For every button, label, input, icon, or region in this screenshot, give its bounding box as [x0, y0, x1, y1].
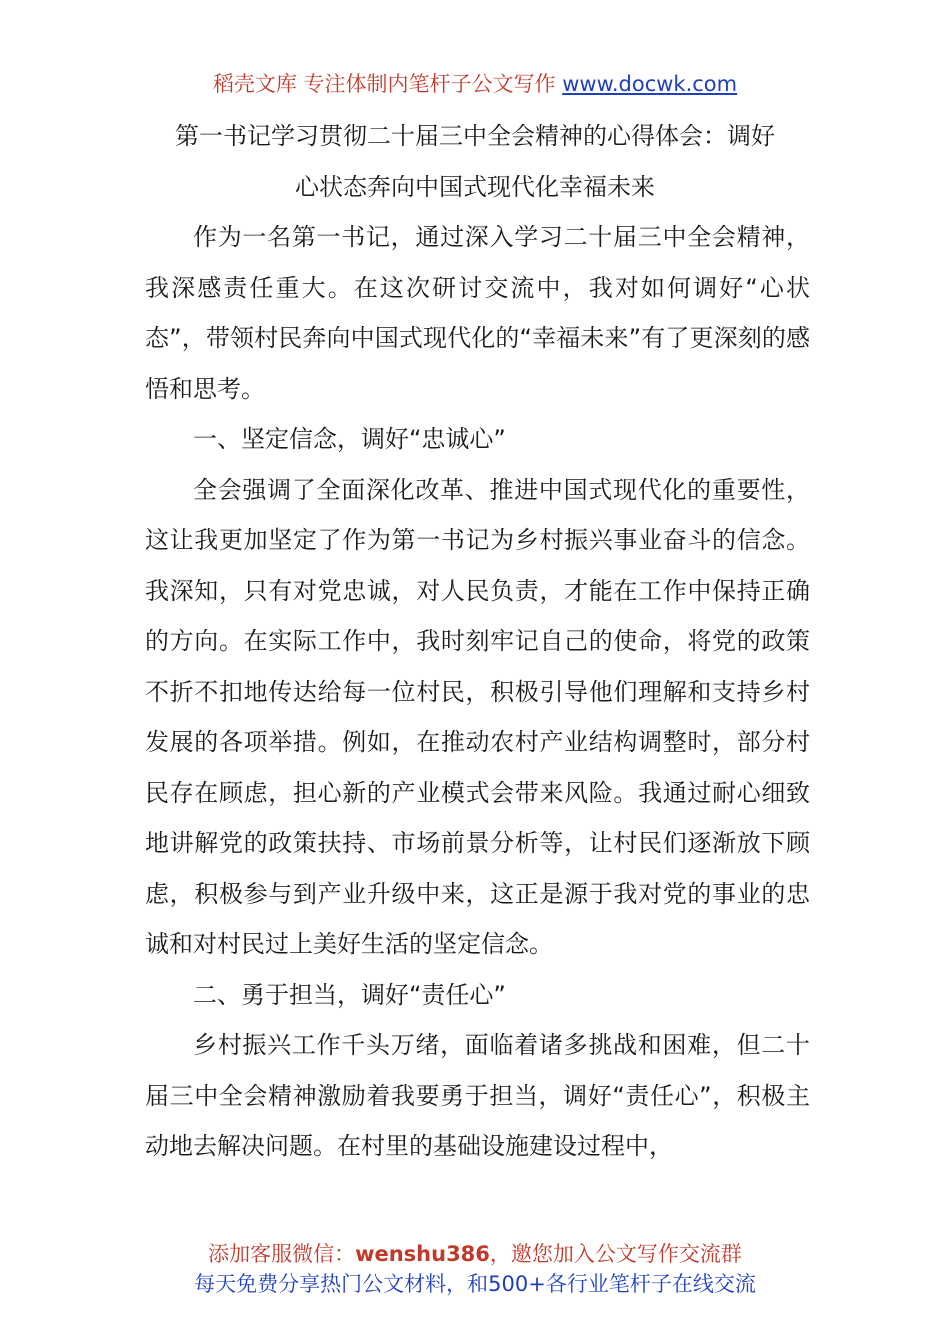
section-heading-1: 一、坚定信念，调好“忠诚心” [193, 425, 506, 453]
footer-share-line: 每天免费分享热门公文材料，和500+各行业笔杆子在线交流 [194, 1272, 756, 1296]
paragraph-intro: 作为一名第一书记，通过深入学习二十届三中全会精神，我深感责任重大。在这次研讨交流中，我对如何调好“心状态”，带领村民奔向中国式现代化的“幸福未来”有了更深刻的感悟和思考。 [145, 223, 810, 403]
paragraph-section-2: 乡村振兴工作千头万绪，面临着诸多挑战和困难，但二十届三中全会精神激励着我要勇于担当，调好“责任心”，积极主动地去解决问题。在村里的基础设施建设过程中， [145, 1031, 810, 1160]
document-body [145, 212, 810, 1172]
site-header [0, 68, 950, 100]
promo-footer [0, 1239, 950, 1299]
site-url-link[interactable]: www.docwk.com [562, 72, 738, 96]
wechat-id: wenshu386 [355, 1242, 490, 1266]
section-heading-2: 二、勇于担当，调好“责任心” [193, 980, 506, 1009]
footer-contact-prefix: 添加客服微信： [208, 1242, 356, 1266]
footer-contact-suffix: ，邀您加入公文写作交流群 [489, 1242, 742, 1266]
document-title [120, 111, 830, 213]
site-brand: 稻壳文库 专注体制内笔杆子公文写作 [212, 72, 556, 96]
title-line-2: 心状态奔向中国式现代化幸福未来 [295, 173, 655, 201]
footer-contact-line [0, 1239, 950, 1269]
title-line-1: 第一书记学习贯彻二十届三中全会精神的心得体会：调好 [175, 122, 775, 150]
paragraph-section-1: 全会强调了全面深化改革、推进中国式现代化的重要性，这让我更加坚定了作为第一书记为乡村振兴事业奋斗的信念。我深知，只有对党忠诚，对人民负责，才能在工作中保持正确的方向。在实际工作中，我时刻牢记自己的使命，将党的政策不折不扣地传达给每一位村民，积极引导他们理解和支持乡村发展的各项举措。例如，在推动农村产业结构调整时，部分村民存在顾虑，担心新的产业模式会带来风险。我通过耐心细致地讲解党的政策扶持、市场前景分析等，让村民们逐渐放下顾虑，积极参与到产业升级中来，这正是源于我对党的事业的忠诚和对村民过上美好生活的坚定信念。 [145, 475, 810, 958]
